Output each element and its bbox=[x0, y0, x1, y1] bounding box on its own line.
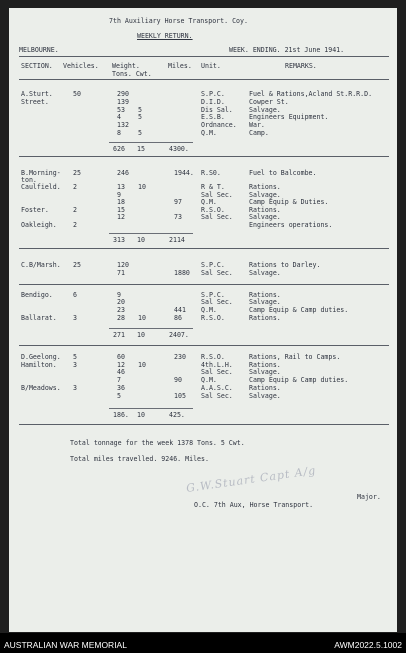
total-miles: Total miles travelled. 9246. Miles. bbox=[70, 455, 209, 463]
cell-unit: R & T. bbox=[201, 183, 225, 191]
cell-unit: A.A.S.C. bbox=[201, 384, 233, 392]
archive-footer bbox=[0, 633, 406, 653]
cell-remarks: Fuel to Balcombe. bbox=[249, 169, 317, 177]
cell-cwt: 10 bbox=[138, 314, 146, 322]
cell-tons: 5 bbox=[117, 392, 121, 400]
cell-tons: 18 bbox=[117, 198, 125, 206]
cell-tons: 8 bbox=[117, 129, 121, 137]
cell-section: D.Geelong. bbox=[21, 353, 61, 361]
cell-vehicles: 25 bbox=[73, 261, 81, 269]
cell-vehicles: 25 bbox=[73, 169, 81, 177]
cell-vehicles: 3 bbox=[73, 361, 77, 369]
cell-remarks: Fuel & Rations,Acland St.R.R.D. bbox=[249, 90, 373, 98]
handwritten-signature: G.W.Stuart Capt A/g bbox=[185, 463, 318, 495]
cell-unit: Sal Sec. bbox=[201, 269, 233, 277]
cell-tons: 36 bbox=[117, 384, 125, 392]
subtotal-tons: 626 bbox=[113, 145, 125, 153]
cell-remarks: Salvage. bbox=[249, 269, 281, 277]
divider bbox=[19, 56, 389, 57]
cell-tons: 246 bbox=[117, 169, 129, 177]
cell-vehicles: 2 bbox=[73, 221, 77, 229]
cell-miles: 1880 bbox=[174, 269, 190, 277]
cell-section: ton. bbox=[21, 176, 37, 184]
cell-remarks: Rations. bbox=[249, 291, 281, 299]
subtotal-rule bbox=[109, 142, 193, 143]
col-vehicles: Vehicles. bbox=[63, 62, 99, 70]
cell-remarks: Salvage. bbox=[249, 392, 281, 400]
cell-remarks: Camp Equip & Camp duties. bbox=[249, 306, 349, 314]
cell-cwt: 5 bbox=[138, 106, 142, 114]
cell-section: Bendigo. bbox=[21, 291, 53, 299]
divider bbox=[19, 345, 389, 346]
cell-miles: 441 bbox=[174, 306, 186, 314]
document-title: WEEKLY RETURN. bbox=[137, 32, 193, 40]
cell-section: B/Meadows. bbox=[21, 384, 61, 392]
cell-remarks: Rations to Darley. bbox=[249, 261, 321, 269]
cell-remarks: Salvage. bbox=[249, 191, 281, 199]
cell-unit: S.P.C. bbox=[201, 261, 225, 269]
cell-section: Street. bbox=[21, 98, 49, 106]
signatory-title: O.C. 7th Aux, Horse Transport. bbox=[194, 501, 314, 509]
cell-remarks: Engineers operations. bbox=[249, 221, 333, 229]
divider bbox=[19, 424, 389, 425]
cell-vehicles: 6 bbox=[73, 291, 77, 299]
cell-remarks: Camp. bbox=[249, 129, 269, 137]
cell-miles: 97 bbox=[174, 198, 182, 206]
cell-tons: 53 bbox=[117, 106, 125, 114]
cell-unit: Dis Sal. bbox=[201, 106, 233, 114]
subtotal-cwt: 10 bbox=[137, 236, 145, 244]
cell-tons: 120 bbox=[117, 261, 129, 269]
cell-tons: 4 bbox=[117, 113, 121, 121]
cell-tons: 9 bbox=[117, 191, 121, 199]
cell-tons: 139 bbox=[117, 98, 129, 106]
cell-tons: 9 bbox=[117, 291, 121, 299]
cell-unit: Sal Sec. bbox=[201, 213, 233, 221]
subtotal-cwt: 10 bbox=[137, 411, 145, 419]
cell-remarks: Salvage. bbox=[249, 106, 281, 114]
cell-unit: Ordnance. bbox=[201, 121, 237, 129]
cell-miles: 90 bbox=[174, 376, 182, 384]
col-miles: Miles. bbox=[168, 62, 192, 70]
cell-tons: 290 bbox=[117, 90, 129, 98]
cell-miles: 1944. bbox=[174, 169, 194, 177]
cell-tons: 20 bbox=[117, 298, 125, 306]
cell-remarks: War. bbox=[249, 121, 265, 129]
subtotal-rule bbox=[109, 233, 193, 234]
cell-tons: 13 bbox=[117, 183, 125, 191]
cell-tons: 60 bbox=[117, 353, 125, 361]
cell-unit: Q.M. bbox=[201, 376, 217, 384]
cell-unit: Sal Sec. bbox=[201, 368, 233, 376]
cell-unit: D.I.D. bbox=[201, 98, 225, 106]
cell-remarks: Camp Equip & Duties. bbox=[249, 198, 329, 206]
cell-remarks: Rations. bbox=[249, 314, 281, 322]
cell-vehicles: 2 bbox=[73, 206, 77, 214]
cell-tons: 46 bbox=[117, 368, 125, 376]
cell-vehicles: 3 bbox=[73, 384, 77, 392]
cell-tons: 12 bbox=[117, 213, 125, 221]
cell-section: A.Sturt. bbox=[21, 90, 53, 98]
cell-section: Foster. bbox=[21, 206, 49, 214]
cell-unit: R.S.O. bbox=[201, 314, 225, 322]
col-unit: Unit. bbox=[201, 62, 221, 70]
cell-tons: 7 bbox=[117, 376, 121, 384]
cell-tons: 132 bbox=[117, 121, 129, 129]
cell-remarks: Engineers Equipment. bbox=[249, 113, 329, 121]
cell-unit: Q.M. bbox=[201, 306, 217, 314]
subtotal-rule bbox=[109, 328, 193, 329]
cell-remarks: Rations. bbox=[249, 183, 281, 191]
cell-remarks: Salvage. bbox=[249, 298, 281, 306]
subtotal-miles: 2114 bbox=[169, 236, 185, 244]
subtotal-cwt: 10 bbox=[137, 331, 145, 339]
cell-section: C.B/Marsh. bbox=[21, 261, 61, 269]
subtotal-tons: 271 bbox=[113, 331, 125, 339]
cell-remarks: Rations. bbox=[249, 384, 281, 392]
divider bbox=[19, 156, 389, 157]
cell-unit: S.P.C. bbox=[201, 90, 225, 98]
total-tonnage: Total tonnage for the week 1378 Tons. 5 Cwt. bbox=[70, 439, 245, 447]
cell-section: Oakleigh. bbox=[21, 221, 57, 229]
cell-vehicles: 3 bbox=[73, 314, 77, 322]
document-page bbox=[9, 8, 397, 632]
cell-cwt: 10 bbox=[138, 183, 146, 191]
cell-remarks: Salvage. bbox=[249, 368, 281, 376]
subtotal-tons: 186. bbox=[113, 411, 129, 419]
cell-unit: Q.M. bbox=[201, 129, 217, 137]
divider bbox=[19, 79, 389, 80]
cell-miles: 105 bbox=[174, 392, 186, 400]
cell-remarks: Cowper St. bbox=[249, 98, 289, 106]
cell-unit: R.S0. bbox=[201, 169, 221, 177]
cell-section: B.Morning- bbox=[21, 169, 61, 177]
archive-name: AUSTRALIAN WAR MEMORIAL bbox=[4, 640, 127, 650]
cell-tons: 28 bbox=[117, 314, 125, 322]
cell-vehicles: 2 bbox=[73, 183, 77, 191]
cell-unit: Q.M. bbox=[201, 198, 217, 206]
cell-tons: 23 bbox=[117, 306, 125, 314]
cell-unit: 4th.L.H. bbox=[201, 361, 233, 369]
cell-cwt: 5 bbox=[138, 129, 142, 137]
cell-miles: 86 bbox=[174, 314, 182, 322]
cell-unit: S.P.C. bbox=[201, 291, 225, 299]
col-weight: Weight. bbox=[112, 62, 140, 70]
org-heading: 7th Auxiliary Horse Transport. Coy. bbox=[109, 17, 248, 25]
signatory-rank: Major. bbox=[357, 493, 381, 501]
divider bbox=[19, 248, 389, 249]
subtotal-miles: 2407. bbox=[169, 331, 189, 339]
cell-remarks: Salvage. bbox=[249, 213, 281, 221]
subtotal-miles: 425. bbox=[169, 411, 185, 419]
cell-vehicles: 5 bbox=[73, 353, 77, 361]
col-remarks: REMARKS. bbox=[285, 62, 317, 70]
cell-remarks: Rations, Rail to Camps. bbox=[249, 353, 341, 361]
cell-remarks: Camp Equip & Camp duties. bbox=[249, 376, 349, 384]
archive-id: AWM2022.5.1002 bbox=[334, 640, 402, 650]
col-tons-cwt: Tons. Cwt. bbox=[112, 70, 152, 78]
cell-unit: Sal Sec. bbox=[201, 191, 233, 199]
week-ending: WEEK. ENDING. 21st June 1941. bbox=[229, 46, 345, 54]
subtotal-cwt: 15 bbox=[137, 145, 145, 153]
cell-unit: R.S.O. bbox=[201, 353, 225, 361]
cell-unit: E.S.B. bbox=[201, 113, 225, 121]
cell-unit: R.S.O. bbox=[201, 206, 225, 214]
cell-unit: Sal Sec. bbox=[201, 298, 233, 306]
cell-tons: 71 bbox=[117, 269, 125, 277]
cell-remarks: Rations. bbox=[249, 206, 281, 214]
col-section: SECTION. bbox=[21, 62, 53, 70]
location: MELBOURNE. bbox=[19, 46, 59, 54]
cell-vehicles: 50 bbox=[73, 90, 81, 98]
cell-section: Ballarat. bbox=[21, 314, 57, 322]
cell-unit: Sal Sec. bbox=[201, 392, 233, 400]
divider bbox=[19, 284, 389, 285]
cell-section: Hamilton. bbox=[21, 361, 57, 369]
cell-cwt: 5 bbox=[138, 113, 142, 121]
subtotal-miles: 4300. bbox=[169, 145, 189, 153]
cell-miles: 230 bbox=[174, 353, 186, 361]
cell-tons: 15 bbox=[117, 206, 125, 214]
cell-miles: 73 bbox=[174, 213, 182, 221]
subtotal-tons: 313 bbox=[113, 236, 125, 244]
subtotal-rule bbox=[109, 408, 193, 409]
cell-tons: 12 bbox=[117, 361, 125, 369]
cell-remarks: Rations. bbox=[249, 361, 281, 369]
cell-cwt: 10 bbox=[138, 361, 146, 369]
cell-section: Caulfield. bbox=[21, 183, 61, 191]
